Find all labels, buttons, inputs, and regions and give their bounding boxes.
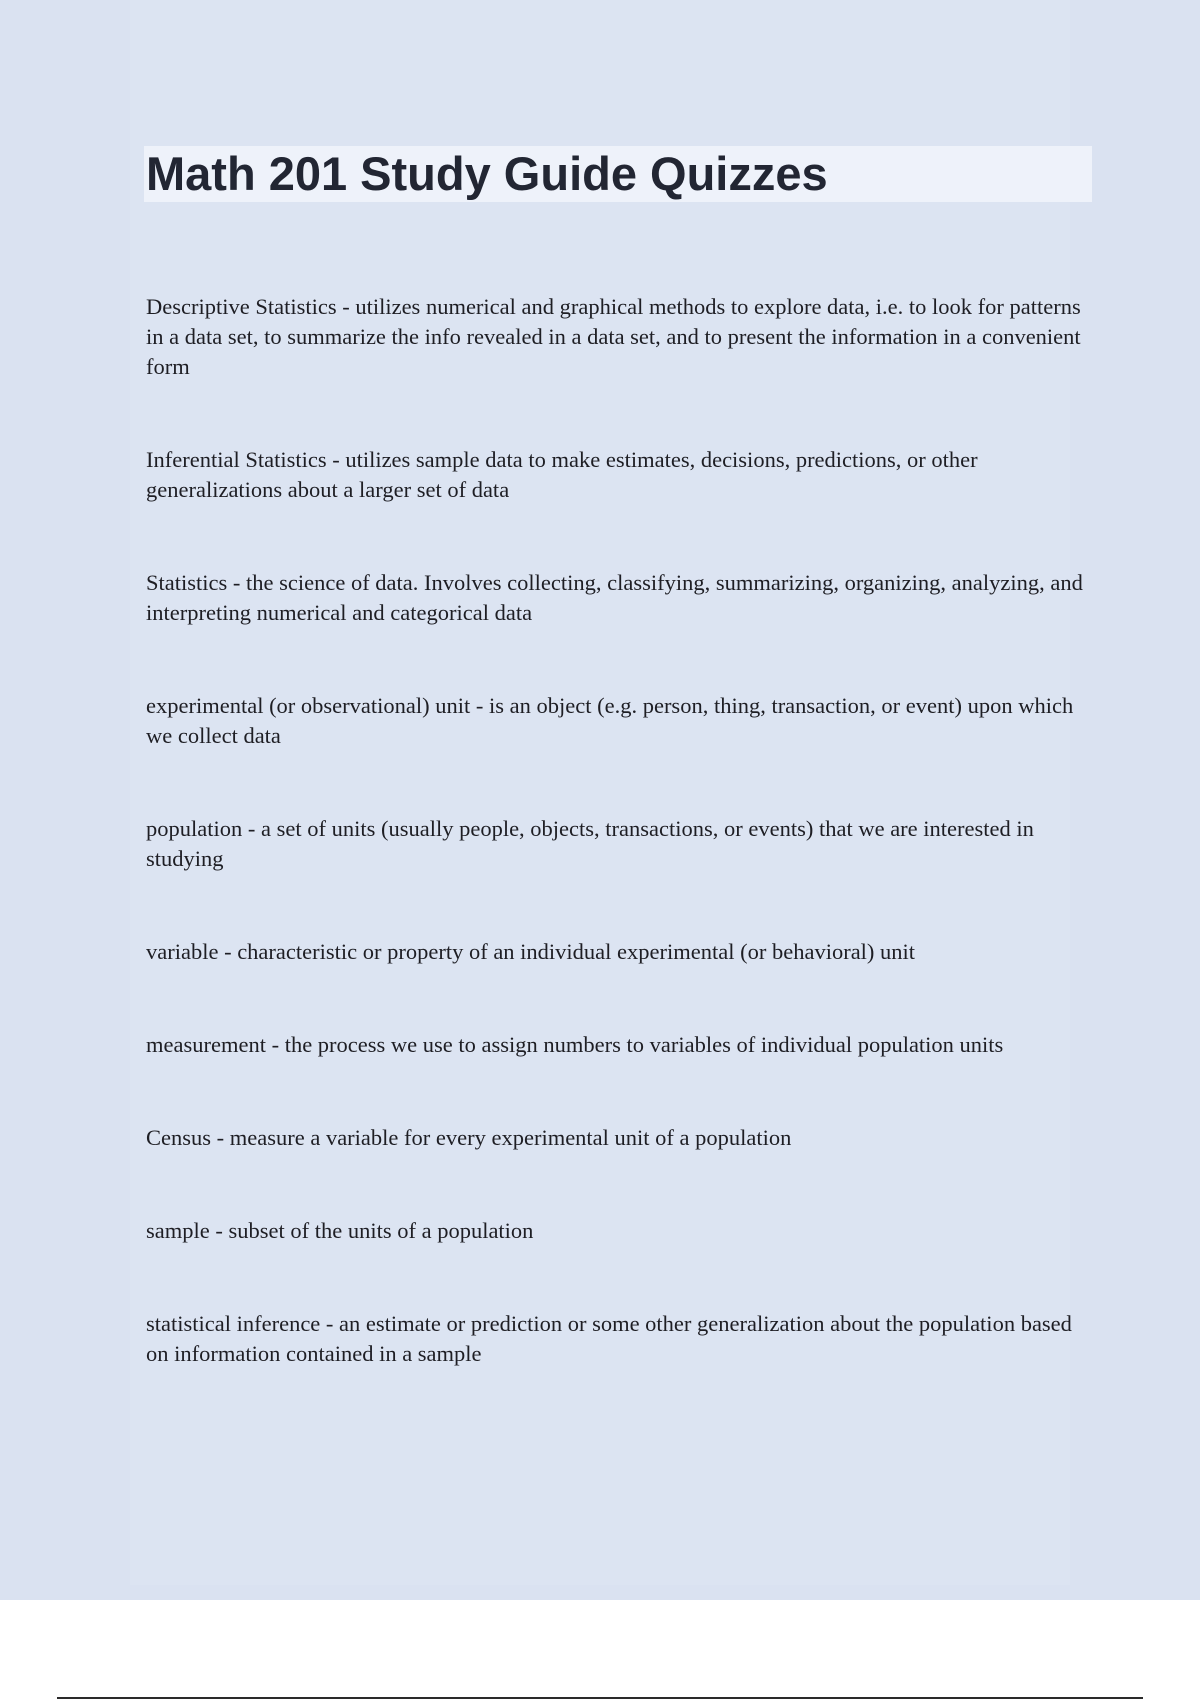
term-variable: variable - characteristic or property of an individual experimental (or behavioral) unit [146,939,916,964]
term-descriptive-statistics: Descriptive Statistics - utilizes numerical and graphical methods to explore data, i.e. to look for patterns in a data set, to summarize the info revealed in a data set, and to present the information in a convenient form [146,294,1081,379]
term-inferential-statistics: Inferential Statistics - utilizes sample data to make estimates, decisions, predictions, or other generalizations about a larger set of data [146,447,978,502]
term-statistics: Statistics - the science of data. Involves collecting, classifying, summarizing, organizing, analyzing, and interpreting numerical and categorical data [146,570,1083,625]
term-population: population - a set of units (usually people, objects, transactions, or events) that we are interested in studying [146,816,1034,871]
term-experimental-unit: experimental (or observational) unit - is an object (e.g. person, thing, transaction, or event) upon which we collect data [146,693,1074,748]
term-measurement: measurement - the process we use to assign numbers to variables of individual population units [146,1032,1004,1057]
term-list [146,292,1086,1432]
term-sample: sample - subset of the units of a population [146,1218,534,1243]
term-statistical-inference: statistical inference - an estimate or prediction or some other generalization about the population based on information contained in a sample [146,1311,1072,1366]
term-census: Census - measure a variable for every experimental unit of a population [146,1125,792,1150]
page-divider [57,1697,1143,1699]
document-title: Math 201 Study Guide Quizzes [146,147,828,200]
